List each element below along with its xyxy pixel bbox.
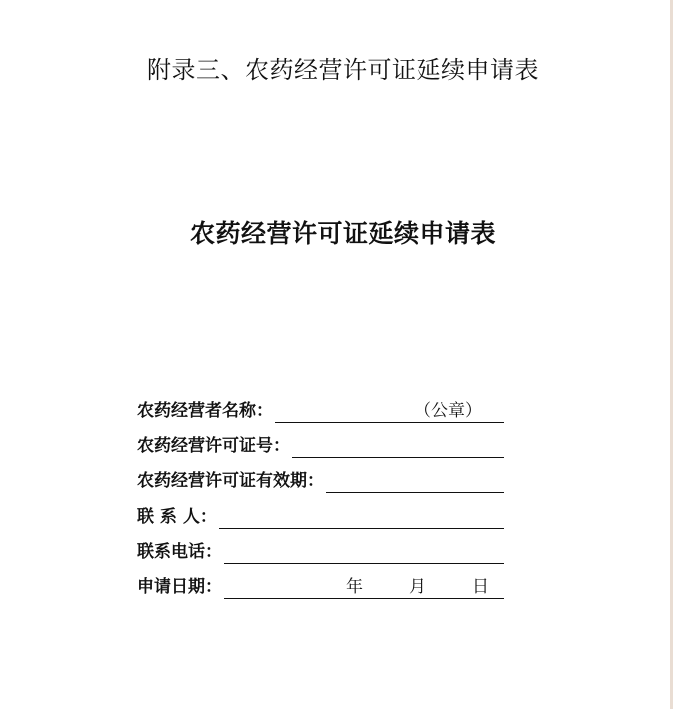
operator-name-label: 农药经营者名称： (137, 401, 273, 421)
license-validity-row (137, 467, 504, 493)
month-unit: 月 (409, 577, 426, 597)
contact-person-row (137, 503, 504, 529)
seal-note: （公章） (414, 401, 482, 421)
phone-row (137, 538, 504, 564)
license-validity-label: 农药经营许可证有效期： (137, 471, 324, 491)
license-number-row (137, 432, 504, 458)
appendix-heading: 附录三、农药经营许可证延续申请表 (147, 56, 539, 84)
license-validity-field[interactable] (326, 470, 504, 493)
application-date-field[interactable] (224, 576, 504, 599)
license-number-label: 农药经营许可证号： (137, 436, 290, 456)
contact-person-field[interactable] (219, 506, 504, 529)
application-date-row (137, 573, 504, 599)
contact-person-label: 联 系 人： (137, 507, 217, 527)
form-title: 农药经营许可证延续申请表 (189, 219, 496, 248)
year-unit: 年 (346, 577, 363, 597)
day-unit: 日 (472, 577, 489, 597)
license-number-field[interactable] (292, 435, 504, 458)
application-date-label: 申请日期： (137, 577, 222, 597)
phone-label: 联系电话： (137, 542, 222, 562)
operator-name-field[interactable] (275, 400, 504, 423)
phone-field[interactable] (224, 541, 504, 564)
operator-name-row (137, 397, 504, 423)
